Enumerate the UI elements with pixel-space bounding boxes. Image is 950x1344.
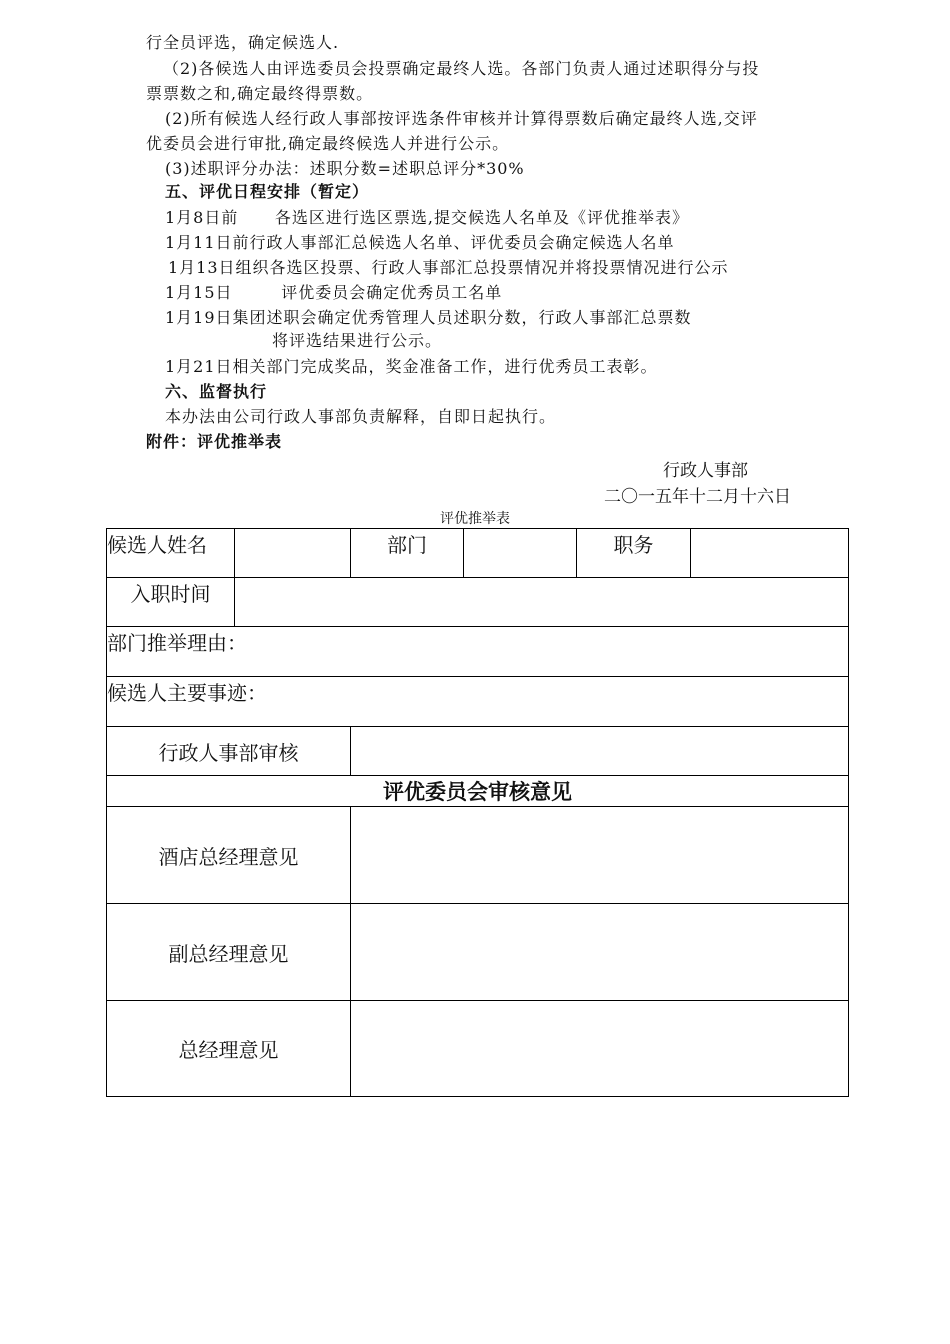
body-line-2: （2)各候选人由评选委员会投票确定最终人选。各部门负责人通过述职得分与投 (163, 59, 760, 78)
deputy-gm-opinion-label: 副总经理意见 (107, 904, 351, 1001)
hr-review-label: 行政人事部审核 (107, 727, 351, 776)
schedule-item-jan21: 1月21日相关部门完成奖品，奖金准备工作，进行优秀员工表彰。 (165, 357, 658, 376)
candidate-deeds-label: 候选人主要事迹： (107, 681, 267, 705)
body-line-3: 票票数之和,确定最终得票数。 (146, 84, 374, 103)
entry-date-label: 入职时间 (107, 578, 235, 627)
entry-date-field[interactable] (235, 578, 849, 627)
schedule-item-jan13: 1月13日组织各选区投票、行政人事部汇总投票情况并将投票情况进行公示 (168, 258, 729, 277)
signature-department: 行政人事部 (663, 461, 748, 481)
department-reason-label: 部门推举理由： (107, 631, 247, 655)
hotel-gm-opinion-field[interactable] (351, 807, 849, 904)
department-reason-field[interactable] (107, 627, 849, 677)
recommendation-form-table (106, 528, 849, 1097)
supervision-text: 本办法由公司行政人事部负责解释，自即日起执行。 (165, 407, 557, 426)
department-label: 部门 (351, 529, 464, 578)
schedule-item-jan19-cont: 将评选结果进行公示。 (272, 331, 443, 350)
deputy-gm-opinion-field[interactable] (351, 904, 849, 1001)
gm-opinion-label: 总经理意见 (107, 1001, 351, 1097)
section-heading-supervision: 六、监督执行 (165, 382, 268, 401)
attachment-label: 附件：评优推举表 (146, 432, 283, 451)
form-caption: 评优推举表 (440, 511, 510, 527)
hr-review-field[interactable] (351, 727, 849, 776)
schedule-item-jan11: 1月11日前行政人事部汇总候选人名单、评优委员会确定候选人名单 (165, 233, 675, 252)
position-label: 职务 (577, 529, 691, 578)
position-field[interactable] (691, 529, 849, 578)
candidate-name-label: 候选人姓名 (107, 529, 235, 578)
body-line-5: 优委员会进行审批,确定最终候选人并进行公示。 (146, 134, 510, 153)
body-line-6: (3)述职评分办法：述职分数=述职总评分*30% (165, 159, 525, 178)
body-line-1: 行全员评选，确定候选人. (146, 33, 340, 52)
hotel-gm-opinion-label: 酒店总经理意见 (107, 807, 351, 904)
committee-opinion-heading: 评优委员会审核意见 (107, 776, 849, 807)
candidate-name-field[interactable] (235, 529, 351, 578)
section-heading-schedule: 五、评优日程安排（暂定） (165, 182, 370, 201)
body-line-4: (2)所有候选人经行政人事部按评选条件审核并计算得票数后确定最终人选,交评 (165, 109, 758, 128)
department-field[interactable] (464, 529, 577, 578)
signature-date: 二〇一五年十二月十六日 (604, 487, 791, 507)
candidate-deeds-field[interactable] (107, 677, 849, 727)
schedule-item-jan19: 1月19日集团述职会确定优秀管理人员述职分数，行政人事部汇总票数 (165, 308, 692, 327)
schedule-item-jan15: 1月15日 评优委员会确定优秀员工名单 (165, 283, 503, 302)
gm-opinion-field[interactable] (351, 1001, 849, 1097)
schedule-item-jan8: 1月8日前 各选区进行选区票选,提交候选人名单及《评优推举表》 (165, 208, 689, 227)
